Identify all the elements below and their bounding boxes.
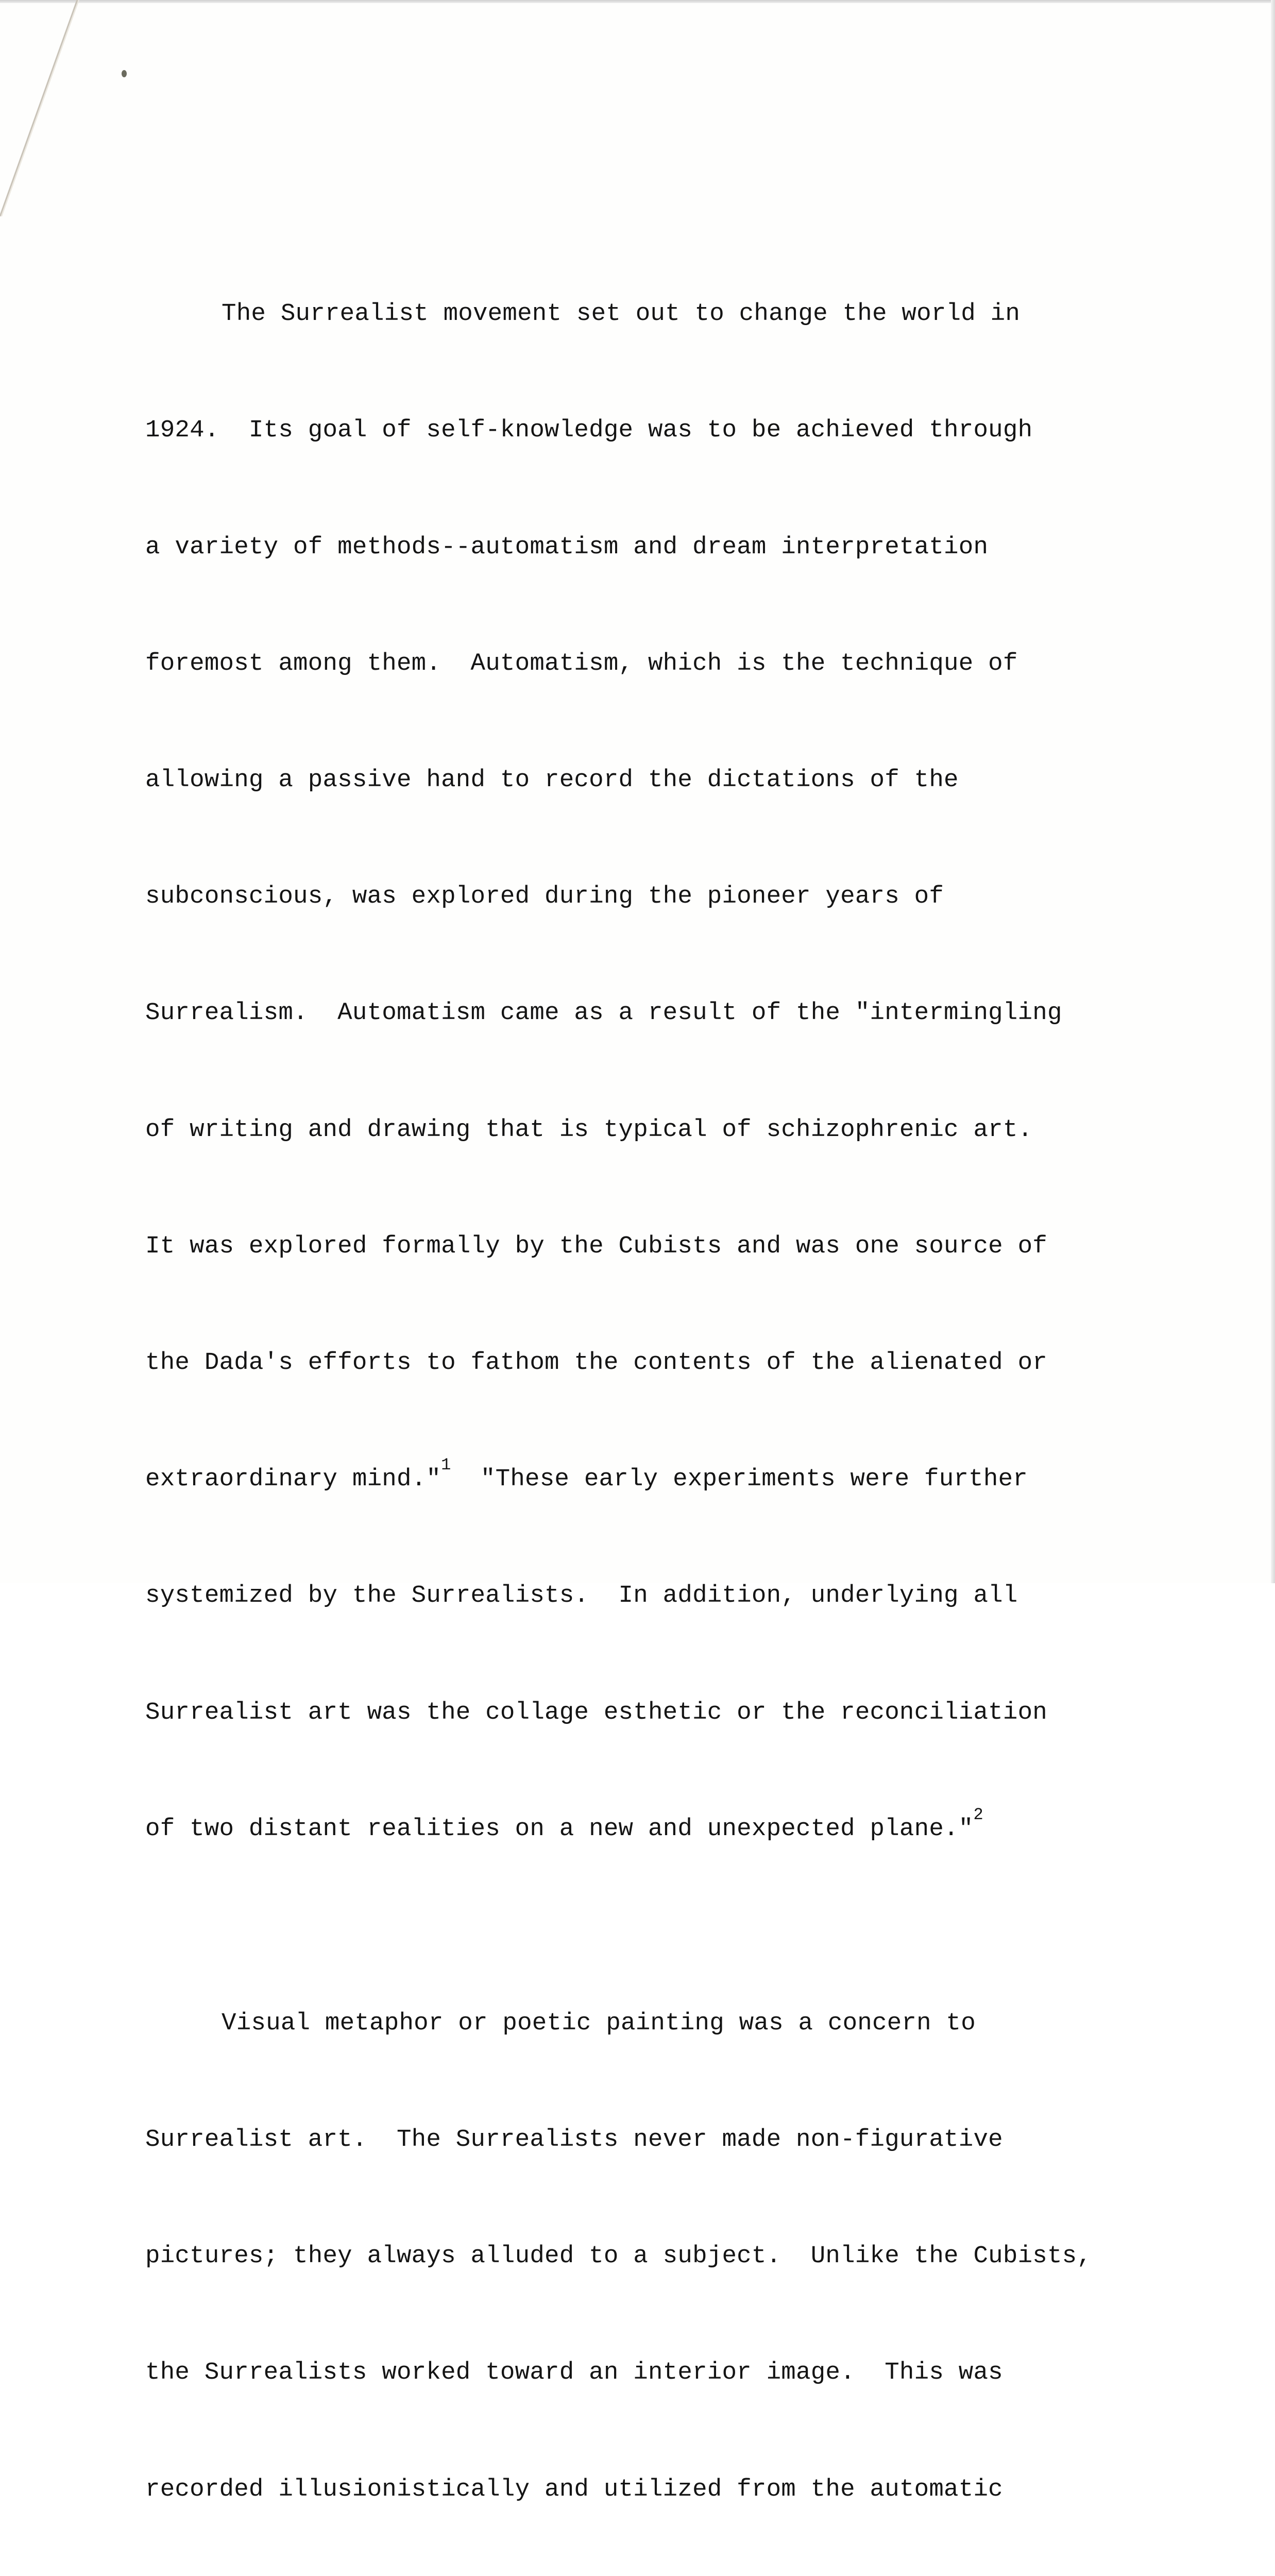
staple-mark xyxy=(122,70,127,77)
paragraph-line: Surrealism. Automatism came as a result of the "intermingling xyxy=(145,999,1062,1027)
scanner-right-edge xyxy=(1271,0,1275,1583)
paragraph-line: a variety of methods--automatism and dream interpretation xyxy=(145,533,989,561)
paragraph-line: Surrealist art. The Surrealists never made non-figurative xyxy=(145,2126,1003,2154)
line-text: extraordinary mind." xyxy=(145,1465,441,1494)
document-body xyxy=(145,178,1176,2576)
footnote-marker: 2 xyxy=(973,1805,983,1824)
paragraph-line: systemized by the Surrealists. In addition, underlying all xyxy=(145,1582,1018,1610)
scanner-top-edge xyxy=(0,0,1275,3)
paragraph-line-with-footnote xyxy=(145,1805,1176,1849)
paragraph-line: recorded illusionistically and utilized from the automatic xyxy=(145,2475,1003,2503)
paragraph-line-with-footnote xyxy=(145,1455,1176,1499)
paragraph-line: the Surrealists worked toward an interior image. This was xyxy=(145,2359,1003,2387)
paper-fold-line xyxy=(0,0,134,216)
paragraph-line: Visual metaphor or poetic painting was a concern to xyxy=(222,2009,976,2037)
paragraph-line: of writing and drawing that is typical of schizophrenic art. xyxy=(145,1115,1033,1144)
paragraph-line: 1924. Its goal of self-knowledge was to be achieved through xyxy=(145,416,1033,445)
paragraph-line: It was explored formally by the Cubists and was one source of xyxy=(145,1232,1047,1260)
line-text: of two distant realities on a new and unexpected plane." xyxy=(145,1815,974,1843)
paragraph-line: The Surrealist movement set out to change the world in xyxy=(222,300,1021,328)
paragraph-line: the Dada's efforts to fathom the contents of the alienated or xyxy=(145,1349,1047,1377)
line-text: "These early experiments were further xyxy=(451,1465,1028,1494)
paragraph-line: pictures; they always alluded to a subject. Unlike the Cubists, xyxy=(145,2242,1092,2270)
paragraph-line: subconscious, was explored during the pioneer years of xyxy=(145,883,944,911)
paragraph-line: Surrealist art was the collage esthetic or the reconciliation xyxy=(145,1698,1047,1726)
paragraph-line: foremost among them. Automatism, which is the technique of xyxy=(145,649,1018,677)
footnote-marker: 1 xyxy=(441,1455,451,1475)
paragraph-line: allowing a passive hand to record the dictations of the xyxy=(145,766,959,794)
